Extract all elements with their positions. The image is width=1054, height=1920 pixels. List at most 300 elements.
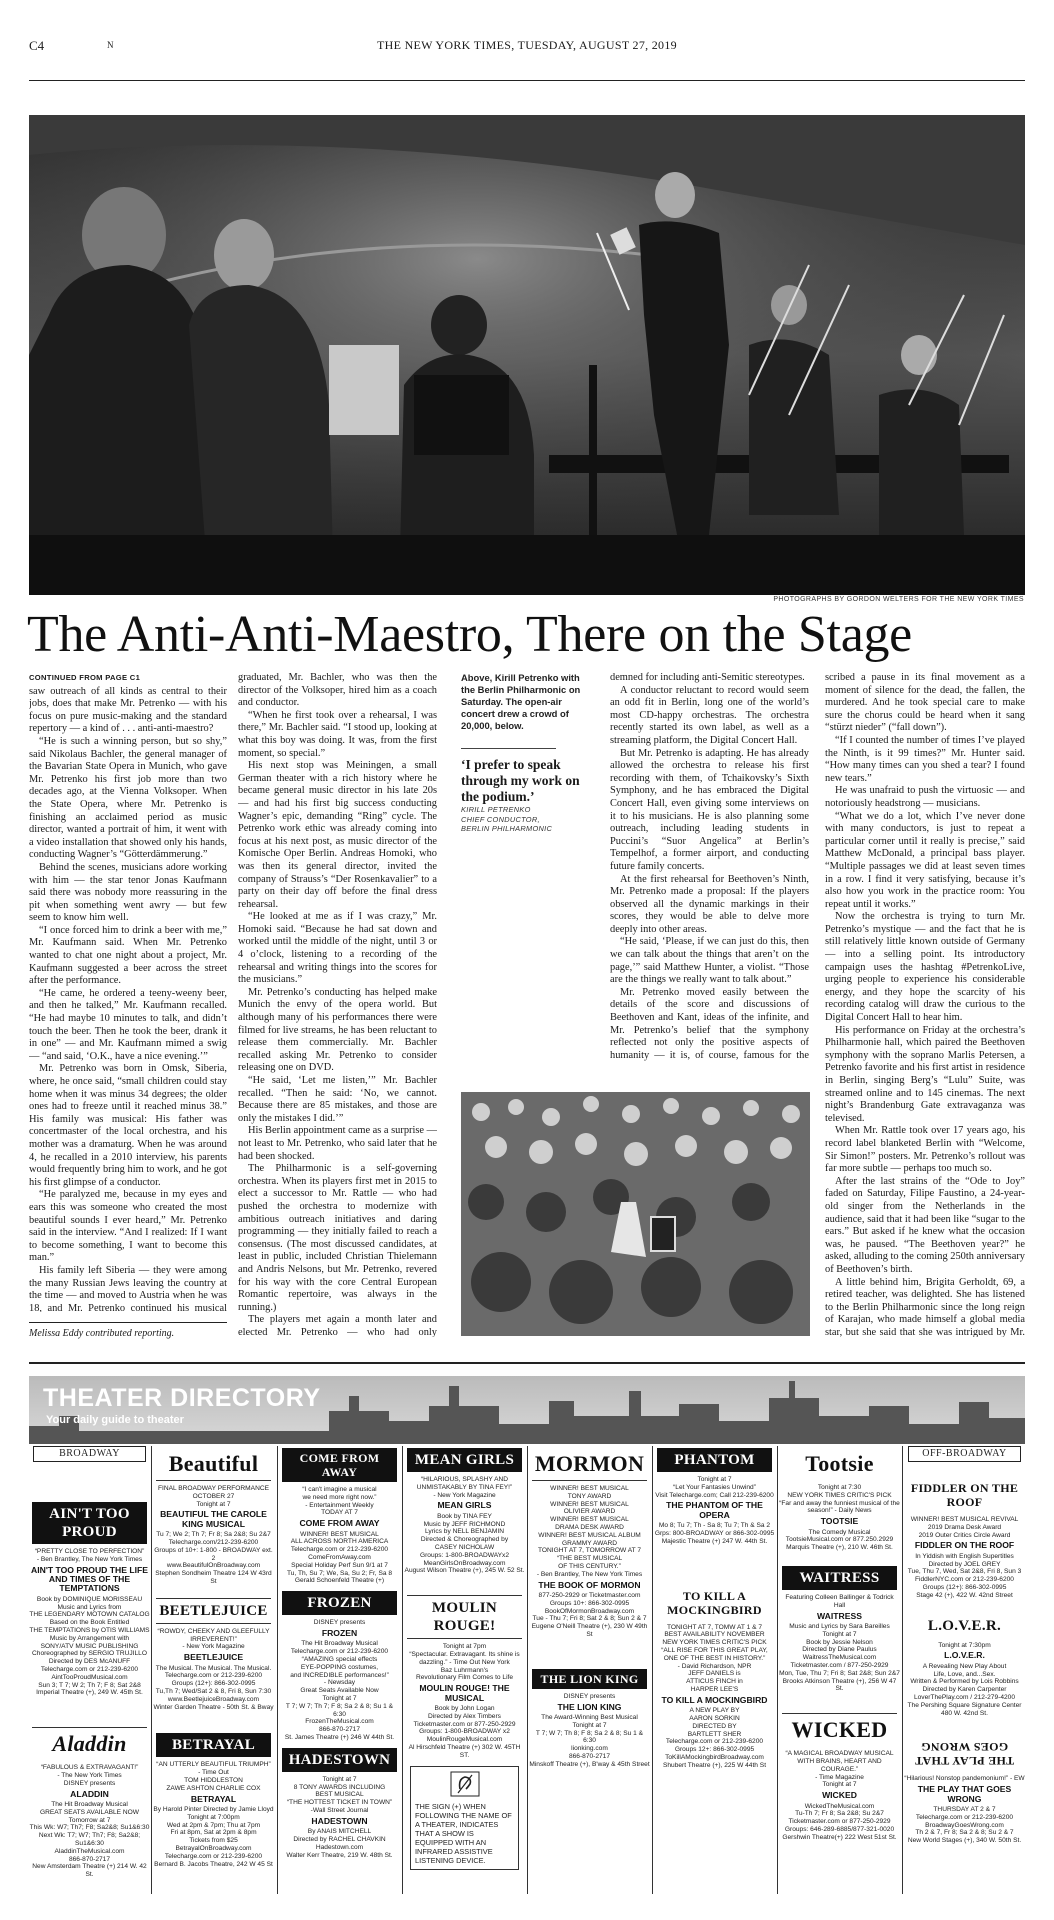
- presenter: DISNEY presents: [563, 1692, 616, 1700]
- detail: TONIGHT AT 7, TOMW AT 1 & 7: [666, 1623, 763, 1631]
- directory-title: THEATER DIRECTORY: [43, 1384, 321, 1412]
- detail: THE TEMPTATIONS by OTIS WILLIAMS: [29, 1627, 150, 1634]
- detail: Groups: 646-289-6885/877-321-0020: [784, 1825, 895, 1833]
- listing-aladdin[interactable]: [29, 1727, 150, 1879]
- logo-moulin-rouge: MOULIN ROUGE!: [407, 1595, 522, 1639]
- logo-mockingbird: TO KILL A MOCKINGBIRD: [657, 1586, 772, 1620]
- show-title: THE PHANTOM OF THE OPERA: [666, 1500, 763, 1520]
- article-headline: The Anti-Anti-Maestro, There on the Stage: [27, 606, 912, 663]
- quote: “AN UTTERLY BEAUTIFUL TRIUMPH”: [156, 1761, 271, 1769]
- logo-lover: L.O.V.E.R.: [907, 1614, 1022, 1638]
- detail: Tu 7; We 2; Th 7; Fr 8; Sa 2&8; Su 2&7: [156, 1531, 271, 1539]
- detail: Groups of 10+: 1-800 - BROADWAY ext. 2: [154, 1546, 273, 1562]
- column-divider: [527, 1446, 528, 1894]
- paragraph: saw outreach of all kinds as central to their jobs, does that make Mr. Petrenko — with his focus on pure music-making and the standard repertory — a kind of . . . anti-anti-maestro?: [29, 685, 227, 735]
- show-title: MEAN GIRLS: [437, 1500, 492, 1511]
- show-title: BEETLEJUICE: [183, 1652, 244, 1663]
- quote: “PRETTY CLOSE TO PERFECTION”: [34, 1548, 145, 1555]
- paragraph: His performance on Friday at the orchestra’s Philharmonie hall, which paired the Beethoven symphony with the soprano Marlis Petersen, a Petrenko favorite and his first artist in residence in Berlin, singing Berg’s “Lulu” Suite, was streamed online and to 145 cinemas. The next night’s Brandenburg Gate extravaganza was televised.: [825, 1024, 1025, 1124]
- detail: Shubert Theatre (+), 225 W 44th St: [662, 1761, 767, 1769]
- listing-play-that-goes-wrong[interactable]: [904, 1737, 1025, 1845]
- detail: Telecharge.com or 212-239-6200: [40, 1665, 139, 1673]
- listing-waitress[interactable]: [779, 1566, 900, 1693]
- paragraph: Mr. Petrenko’s conducting has helped make Munich the envy of the opera world. But although many of his performances there were filmed for live streams, he has been reluctant to release them commercially. Mr. Bachler recalled asking Mr. Petrenko to consider releasing one on DVD.: [238, 986, 437, 1074]
- detail: Great Seats Available Now: [300, 1687, 379, 1695]
- detail: By Harold Pinter Directed by Jamie Lloyd: [153, 1805, 274, 1813]
- detail: Groups (12+): 866-302-0995: [922, 1583, 1007, 1591]
- detail: Brooks Atkinson Theatre (+), 256 W 47 St.: [782, 1677, 897, 1693]
- logo-come-from-away: COME FROM AWAY: [282, 1448, 397, 1482]
- detail: Lyrics by NELL BENJAMIN: [424, 1528, 505, 1536]
- section-off-broadway: OFF-BROADWAY: [908, 1446, 1021, 1462]
- detail: T 7; W 7; Th 7; F 8; Sa 2 & 8; Su 1 & 6:30: [285, 1702, 394, 1718]
- detail: AladdinTheMusical.com: [54, 1847, 125, 1855]
- detail: BEST MUSICAL: [315, 1791, 364, 1799]
- detail: Groups 12+: 866-302-0995: [674, 1746, 755, 1754]
- page-header: [29, 38, 1025, 58]
- detail: Featuring Colleen Ballinger & Todrick Hall: [785, 1593, 894, 1609]
- detail: Telecharge.com or 212-239-6200: [665, 1738, 764, 1746]
- pull-attr-name: KIRILL PETRENKO: [461, 805, 531, 814]
- show-title: WICKED: [822, 1790, 857, 1801]
- detail: Music and Lyrics from: [57, 1603, 122, 1611]
- show-title: TOOTSIE: [820, 1516, 859, 1527]
- detail: TODAY AT 7: [321, 1509, 358, 1517]
- presenter: DISNEY presents: [313, 1619, 366, 1627]
- quote: “FABULOUS & EXTRAVAGANT!”: [40, 1764, 139, 1772]
- detail: Tonight at 7:30pm: [938, 1641, 991, 1649]
- assistive-listening-icon: [415, 1771, 514, 1799]
- detail: Groups (12+): 866-302-0995: [171, 1680, 256, 1688]
- detail: By ANAIS MITCHELL: [307, 1828, 372, 1836]
- logo-betrayal: BETRAYAL: [156, 1733, 271, 1757]
- detail: WaitressTheMusical.com: [802, 1654, 877, 1662]
- crowd-photo-illustration: [461, 1092, 810, 1336]
- show-title: HADESTOWN: [311, 1815, 368, 1826]
- directory-column-2: [153, 1446, 274, 1894]
- detail: Tonight at 7: [196, 1500, 231, 1508]
- detail: Book by DOMINIQUE MORISSEAU: [36, 1595, 143, 1603]
- detail: T 7; W 7; Th 8; F 8; Sa 2 & 8; Su 1 & 6:30: [535, 1729, 644, 1745]
- quote: “Hilarious! Nonstop pandemonium!” - EW: [904, 1775, 1025, 1783]
- pull-attr-org: BERLIN PHILHARMONIC: [461, 824, 553, 833]
- paragraph: The players met again a month later and elected Mr. Petrenko — who had only: [238, 1314, 437, 1337]
- award: WINNER! BEST MUSICAL: [550, 1516, 629, 1524]
- detail: Hadestown.com: [315, 1843, 364, 1851]
- section-broadway: BROADWAY: [33, 1446, 146, 1462]
- show-title: FROZEN: [321, 1627, 358, 1638]
- detail: BARTLETT SHER: [687, 1730, 742, 1738]
- detail: Tonight at 7: [322, 1694, 357, 1702]
- listing-betrayal[interactable]: [153, 1733, 274, 1868]
- award: GRAMMY AWARD: [561, 1539, 618, 1547]
- listing-frozen[interactable]: [279, 1591, 400, 1742]
- article-column-2: [238, 672, 437, 1337]
- detail: 480 W. 42nd St.: [941, 1709, 988, 1717]
- quote-source: - New York Magazine: [433, 1491, 496, 1499]
- detail: The Musical. The Musical. The Musical.: [155, 1664, 272, 1672]
- detail: Eugene O'Neill Theatre (+), 230 W 49th St: [531, 1623, 648, 1638]
- paragraph: “If I counted the number of times I’ve played the Ninth, is it 99 times?” Mr. Hunter said. “How many times can you shed a tear? I found new tears.”: [825, 734, 1025, 784]
- paragraph: “He paralyzed me, because in my eyes and ears this was someone who created the most beautiful sounds I ever heard,” Mr. Petrenko said in the interview. “And I realized: If I want to become something, I want to become this man.”: [29, 1189, 227, 1264]
- award: TONY AWARD: [567, 1492, 612, 1500]
- listing-phantom[interactable]: [654, 1448, 775, 1546]
- detail: Stage 42 (+), 422 W. 42nd Street: [916, 1591, 1013, 1599]
- detail: Tonight at 7: [322, 1775, 357, 1783]
- article-column-5: [825, 672, 1025, 1337]
- detail: 866-870-2717: [568, 1752, 611, 1760]
- detail: Groups: 1-800-BROADWAYx2: [419, 1551, 510, 1559]
- directory-column-7: [779, 1446, 900, 1894]
- directory-column-8: [904, 1446, 1025, 1894]
- detail: www.BeautifulOnBroadway.com: [166, 1562, 261, 1570]
- logo-beetlejuice: BEETLEJUICE: [156, 1598, 271, 1624]
- detail: Ticketmaster.com / 877-250-2929: [790, 1661, 889, 1669]
- quote: “Far and away the funniest musical of the: [779, 1499, 900, 1507]
- column-divider: [402, 1446, 403, 1894]
- award: WINNER! BEST MUSICAL REVIVAL: [910, 1516, 1019, 1523]
- detail: Tonight at 7: [822, 1781, 857, 1789]
- paragraph: “When he first took over a rehearsal, I was there,” Mr. Bachler said. “I stood up, looking at what this boy was doing. It was, from the first moment, so special.”: [238, 709, 437, 759]
- logo-fiddler: FIDDLER ON THE ROOF: [907, 1478, 1022, 1512]
- directory-column-3: [279, 1446, 400, 1894]
- detail: OCTOBER 27: [192, 1492, 235, 1500]
- quote: UNMISTAKABLY BY TINA FEY!”: [416, 1483, 513, 1491]
- directory-subtitle: Your daily guide to theater: [46, 1414, 184, 1426]
- detail: Directed by JOEL GREY: [928, 1560, 1001, 1568]
- show-title: WAITRESS: [817, 1610, 862, 1621]
- detail: A Revealing New Play About: [922, 1662, 1007, 1670]
- detail: Tickets from $25: [189, 1837, 238, 1845]
- listing-come-from-away[interactable]: [279, 1448, 400, 1585]
- paragraph: “I once forced him to drink a beer with me,” Mr. Kaufmann said. When Mr. Petrenko wanted to chat one night about a project, Mr. Kaufmann suggested a beer across the street after the performance.: [29, 924, 227, 987]
- page-number: C4: [29, 38, 45, 53]
- detail: FiddlerNYC.com or 212-239-6200: [915, 1576, 1014, 1584]
- paragraph: scribed a pause in its final movement as a moment of silence for the dead, the fallen, the murdered. And he took special care to make sure the chorus could be heard when it sang “stürzt nieder” (“fall down”).: [825, 672, 1025, 734]
- paragraph: “He looked at me as if I was crazy,” Mr. Homoki said. “Because he had sat down and worked until the middle of the night, until 3 or 4 o’clock, listening to a recording of the rehearsal and writing things into the scores for the musicians.”: [238, 911, 437, 986]
- detail: Visit Telecharge.com; Call 212-239-6200: [655, 1491, 774, 1499]
- detail: AintTooProudMusical.com: [51, 1673, 128, 1681]
- show-title: THE BOOK OF MORMON: [538, 1579, 641, 1590]
- logo-mormon: MORMON: [532, 1448, 647, 1481]
- logo-lion-king: THE LION KING: [532, 1669, 647, 1689]
- detail: Wed at 2pm & 7pm; Thu at 7pm: [166, 1821, 261, 1829]
- crowd-photo: [461, 1092, 810, 1336]
- listing-wicked[interactable]: [779, 1713, 900, 1841]
- paragraph: He was unafraid to push the virtuosic — and notoriously headstrong — musicians.: [825, 785, 1025, 809]
- award: 2019 Drama Desk Award: [927, 1523, 1002, 1531]
- detail: Tonight at 7: [697, 1476, 732, 1483]
- detail: Tue, Thu 7, Wed, Sat 2&8, Fri 8, Sun 3: [907, 1568, 1022, 1576]
- detail: ALL ACROSS NORTH AMERICA: [290, 1538, 389, 1546]
- paragraph: His family left Siberia — they were among the many Russian Jews leaving the country at the time — and moved to Austria when he was 18, and Mr. Petrenko continued his musical: [29, 1264, 227, 1312]
- detail: Bernard B. Jacobs Theatre, 242 W 45 St: [154, 1860, 273, 1868]
- detail: DIRECTED BY: [692, 1722, 737, 1730]
- detail: Telecharge.com or 212-239-6200: [915, 1813, 1014, 1821]
- detail: Th 2 & 7, Fr 8; Sa 2 & 8; Su 2 & 7: [915, 1829, 1014, 1837]
- listing-to-kill-a-mockingbird[interactable]: [654, 1586, 775, 1770]
- detail: Next Wk: T7; W7; Th7; F8; Sa2&8; Su1&6:30: [38, 1832, 141, 1847]
- detail: Tonight at 7:00pm: [187, 1813, 240, 1821]
- paragraph: “He said, ‘Please, if we can just do this, then we can talk about the things that aren’t on the page,’” said Matthew Hunter, a violist. “Those are the things we really want to talk about.”: [610, 936, 809, 986]
- detail: Telecharge.com or 212-239-6200: [290, 1546, 389, 1554]
- logo-mean-girls: MEAN GIRLS: [407, 1448, 522, 1472]
- detail: CASEY NICHOLAW: [434, 1543, 495, 1551]
- quote-source: - Time Out: [198, 1769, 229, 1777]
- detail: lionking.com: [571, 1745, 608, 1753]
- paragraph: demned for including anti-Semitic stereotypes.: [610, 672, 805, 683]
- detail: In Yiddish with English Supertitles: [915, 1552, 1014, 1560]
- edition-mark: N: [107, 40, 114, 50]
- column-divider: [777, 1446, 778, 1894]
- logo-waitress: WAITRESS: [782, 1566, 897, 1590]
- detail: SONY/ATV MUSIC PUBLISHING: [40, 1642, 139, 1650]
- detail: Telecharge.com or 212-239-6200: [290, 1648, 389, 1656]
- detail: Tu-Th 7; Fr 8; Sa 2&8; Su 2&7: [795, 1810, 884, 1818]
- quote: WITH BRAINS, HEART AND COURAGE.”: [797, 1757, 882, 1773]
- detail: Tonight at 7: [572, 1721, 607, 1729]
- detail: Written & Performed by Lois Robbins: [910, 1678, 1019, 1686]
- detail: Life, Love, and...Sex.: [933, 1670, 996, 1678]
- detail: Mon, Tue, Thu 7; Fri 8; Sat 2&8; Sun 2&7: [779, 1669, 900, 1677]
- award: OLIVIER AWARD: [563, 1508, 616, 1516]
- detail: Revolutionary Film Comes to Life: [415, 1674, 514, 1682]
- column-divider: [652, 1446, 653, 1894]
- paragraph: Mr. Petrenko was born in Omsk, Siberia, where, he once said, “small children could stay home when it was minus 34 degrees; the older ones had to freeze until it reached minus 38.” His family was musical: His father was concertmaster of the local orchestra, and his mother was a dramaturg. When he was around 4, he recalled in a 2010 interview, his parents would frequently bring him to work, and he got his first glimpse of a conductor.: [29, 1063, 227, 1188]
- detail: St. James Theatre (+) 246 W 44th St.: [284, 1733, 395, 1741]
- header-rule: [29, 80, 1025, 81]
- listing-beautiful[interactable]: [153, 1448, 274, 1586]
- detail: - Newsday: [323, 1679, 356, 1687]
- detail: BookOfMormonBroadway.com: [544, 1607, 635, 1615]
- presenter: DISNEY presents: [63, 1779, 116, 1787]
- detail: Tomorrow at 7: [68, 1816, 111, 1824]
- detail: and INCREDIBLE performances!”: [290, 1671, 389, 1679]
- detail: ComeFromAway.com: [308, 1553, 371, 1561]
- paragraph: “He came, he ordered a teeny-weeny beer, and then he talked,” Mr. Kaufmann recalled. “He had maybe 10 minutes to talk, and didn’t touch the beer. Then he took the beer, drank it in one” — and Mr. Kaufmann mimed a swig — “and said, ‘O.K., have a nice evening.’”: [29, 987, 227, 1062]
- detail: Directed by Diane Paulus: [802, 1646, 877, 1654]
- show-title: THE LION KING: [557, 1701, 622, 1712]
- listing-beetlejuice[interactable]: [153, 1598, 274, 1712]
- logo-hadestown: HADESTOWN: [282, 1748, 397, 1772]
- article-column-4: [610, 672, 809, 1062]
- continued-from: CONTINUED FROM PAGE C1: [29, 673, 141, 682]
- pullquote-rule: [461, 748, 556, 749]
- detail: Groups: 1-800-BROADWAY x2: [419, 1728, 510, 1736]
- detail: JEFF DANIELS is: [688, 1670, 741, 1678]
- detail: Tonight at 7: [822, 1630, 857, 1638]
- detail: Book by Jessie Nelson: [806, 1638, 873, 1646]
- paragraph: But Mr. Petrenko is adapting. He has already allowed the orchestra to release his first recording with them, of Tchaikovsky’s Sixth Symphony, and he has embraced the Digital Concert Hall, even giving some interviews on it to his musicians. He is also planning some outreach, including leading students in Puccini’s “Suor Angelica” at Berlin’s Tempelhof, a former airport, and conducting future family concerts.: [610, 747, 809, 872]
- photo-caption: Above, Kirill Petrenko with the Berlin Philharmonic on Saturday. The open-air concert drew a crowd of 20,000, below.: [461, 672, 581, 731]
- detail: Stephen Sondheim Theatre 124 W 43rd St: [155, 1570, 272, 1585]
- listing-book-of-mormon[interactable]: [529, 1448, 650, 1639]
- show-title: L.O.V.E.R.: [944, 1650, 985, 1661]
- show-title: TO KILL A MOCKINGBIRD: [661, 1694, 768, 1705]
- column-divider: [902, 1446, 903, 1894]
- logo-wicked: WICKED: [782, 1713, 897, 1746]
- detail: Book by John Logan: [434, 1704, 495, 1712]
- pull-quote-attribution: [461, 805, 586, 834]
- detail: TONIGHT AT 7, TOMORROW AT 7: [537, 1547, 642, 1555]
- listing-hadestown[interactable]: [279, 1748, 400, 1860]
- detail: Music by Arrangement with: [49, 1634, 130, 1642]
- detail: Telecharge.com/212-239-6200: [168, 1539, 259, 1546]
- photo-credit: PHOTOGRAPHS BY GORDON WELTERS FOR THE NEW YORK TIMES: [773, 596, 1024, 603]
- detail: www.BeetlejuiceBroadway.com: [167, 1695, 260, 1703]
- listing-aint-too-proud[interactable]: [29, 1502, 150, 1697]
- detail: Directed by Karen Carpenter: [922, 1686, 1007, 1694]
- paragraph: “What we do a lot, which I’ve never done with many conductors, is just to repeat a particular corner until it really is precise,” said Matthew McDonald, a principal bass player. “Multiple passages we did at least seven times in a row. I find it very satisfying, because it’s also how you work in the practice room: You repeat until it works.”: [825, 810, 1025, 910]
- quote: ONE OF THE BEST IN HISTORY.”: [663, 1654, 766, 1662]
- listing-fiddler[interactable]: [904, 1478, 1025, 1600]
- quote: “A MAGICAL BROADWAY MUSICAL: [785, 1750, 894, 1758]
- detail: August Wilson Theatre (+), 245 W. 52 St.: [404, 1567, 525, 1575]
- detail: Tu, Th, Su 7; We, Sa, Su 2; Fr, Sa 8: [286, 1569, 393, 1577]
- paragraph: At the first rehearsal for Beethoven’s Ninth, Mr. Petrenko made a proposal: If the players observed all the dynamic markings in their scores, they would be able to delve more deeply into other areas.: [610, 873, 809, 935]
- detail: Grps: 800-BROADWAY or 866-302-0995: [654, 1530, 775, 1537]
- detail: Fri at 8pm, Sat at 2pm & 8pm: [170, 1829, 257, 1837]
- detail: The Award-Winning Best Musical: [541, 1713, 638, 1721]
- logo-frozen: FROZEN: [282, 1591, 397, 1615]
- quote: “Spectacular. Extravagant. Its shine is: [409, 1650, 520, 1658]
- detail: The Pershing Square Signature Center: [907, 1701, 1022, 1709]
- paragraph: “He said, ‘Let me listen,’” Mr. Bachler recalled. “Then he said: ‘No, we cannot. Because there are 85 mistakes, and those are only the mistakes I did.’”: [238, 1075, 437, 1124]
- listing-mean-girls[interactable]: [404, 1448, 525, 1575]
- orchestra-photo: [29, 115, 1025, 595]
- detail: The Hit Broadway Musical: [51, 1800, 128, 1808]
- paragraph: The Philharmonic is a self-governing orchestra. When its players first met in 2015 to elect a successor to Mr. Rattle — who had pushed the orchestra to modernize with ambitious outreach initiatives and daring programming — they initially failed to reach a consensus. (The most discussed candidates, at least in public, included Christian Thielemann and Andris Nelsons, but Mr. Petrenko, revered for his way with the core Central European Romantic repertoire, was always in the running.): [238, 1163, 437, 1313]
- detail: ToKillAMockingbirdBroadway.com: [665, 1753, 764, 1761]
- quote-source: - Ben Brantley, The New York Times: [536, 1570, 643, 1578]
- paragraph: After the last strains of the “Ode to Joy” faded on Saturday, Filipe Faustino, a 24-year-old singer from the Netherlands in the audience, said that it had been like “sugar to the ears.” But asked if he knew what the occasion was, he paused. “The Beethoven year?” he asked, alluding to the coming 250th anniversary of Beethoven’s birth.: [825, 1175, 1025, 1275]
- detail: Mo 8; Tu 7; Th - Sa 8; Tu 7; Th & Sa 2: [658, 1522, 771, 1530]
- listing-tootsie[interactable]: [779, 1448, 900, 1552]
- detail: Tonight at 7pm: [442, 1643, 487, 1651]
- detail: THE LEGENDARY MOTOWN CATALOG: [29, 1611, 150, 1619]
- cast: TOM HIDDLESTON: [184, 1776, 243, 1784]
- detail: Based on the Book Entitled: [49, 1619, 130, 1627]
- detail: A NEW PLAY BY: [689, 1707, 740, 1715]
- detail: Telecharge.com or 212-239-6200: [164, 1672, 263, 1680]
- quote-source: season!” - Daily News: [807, 1507, 872, 1515]
- detail: MeanGirlsOnBroadway.com: [423, 1559, 506, 1567]
- award: WINNER! BEST MUSICAL: [550, 1500, 629, 1508]
- quote: “THE HOTTEST TICKET IN TOWN”: [286, 1799, 393, 1807]
- detail: Sun 3; T 7; W 2; Th 7; F 8; Sat 2&8: [38, 1681, 141, 1689]
- logo-phantom: PHANTOM: [657, 1448, 772, 1472]
- logo-play-goes-wrong: THE PLAY THAT GOES WRONG: [907, 1737, 1022, 1771]
- column-divider: [151, 1446, 152, 1894]
- quote: “I can't imagine a musical: [302, 1486, 377, 1493]
- directory-rule: [29, 1362, 1025, 1364]
- detail: Directed by DES McANUFF: [48, 1658, 131, 1666]
- quote-source: - New York Magazine: [182, 1643, 245, 1651]
- detail: Gershwin Theatre(+) 222 West 51st St.: [782, 1833, 897, 1841]
- detail: Winter Garden Theatre - 50th St. & Bway: [153, 1703, 274, 1711]
- paragraph: Behind the scenes, musicians adore working with him — the star tenor Jonas Kaufmann said there was nobody more reassuring in the pit when something went awry — but few seem to know him well.: [29, 861, 227, 924]
- detail: “AMAZING special effects: [301, 1655, 378, 1663]
- show-title: ALADDIN: [70, 1788, 109, 1799]
- detail: BetrayalOnBroadway.com: [175, 1844, 252, 1852]
- detail: Majestic Theatre (+) 247 W. 44th St.: [661, 1537, 768, 1545]
- show-title: BETRAYAL: [190, 1793, 237, 1804]
- detail: NEW YORK TIMES CRITIC'S PICK: [662, 1639, 767, 1647]
- detail: Directed by Alex Timbers: [428, 1712, 501, 1720]
- detail: Special Holiday Perf Sun 9/1 at 7: [291, 1561, 388, 1569]
- detail: Tue - Thu 7; Fri 8; Sat 2 & 8; Sun 2 & 7: [532, 1615, 647, 1623]
- detail: Groups 10+: 866-302-0995: [549, 1599, 630, 1607]
- detail: WickedTheMusical.com: [804, 1802, 875, 1810]
- paragraph: Mr. Petrenko moved easily between the details of the score and discussions of Beethoven and Kant, ideas of the infinite, and Mr. Petrenko’s belief that the symphony reflected not only the positive aspects of humanity — it is, of course, famous for the: [610, 986, 809, 1061]
- logo-beautiful: Beautiful: [156, 1448, 271, 1481]
- show-title: FIDDLER ON THE ROOF: [914, 1540, 1015, 1551]
- detail: Imperial Theatre (+), 249 W. 45th St.: [36, 1689, 143, 1697]
- directory-column-4: [404, 1446, 525, 1894]
- detail: WINNER! BEST MUSICAL: [300, 1530, 379, 1538]
- show-title: AIN'T TOO PROUD THE LIFE AND TIMES OF THE TEMPTATIONS: [31, 1564, 148, 1594]
- detail: Baz Luhrmann's: [440, 1666, 489, 1674]
- detail: 866-870-2717: [68, 1855, 111, 1863]
- assistive-listening-text: THE SIGN (+) WHEN FOLLOWING THE NAME OF A THEATER, INDICATES THAT A SHOW IS EQUIPPED WITH AN INFRARED ASSISTIVE LISTENING DEVICE.: [415, 1801, 512, 1865]
- paragraph: graduated, Mr. Bachler, who was then the director of the Volksoper, hired him as a coach and conductor.: [238, 672, 437, 709]
- award: WINNER! BEST MUSICAL: [550, 1485, 629, 1492]
- quote: dazzling.” - Time Out New York: [419, 1658, 510, 1666]
- detail: ATTICUS FINCH in: [686, 1678, 743, 1686]
- directory-column-6: [654, 1446, 775, 1894]
- detail: HARPER LEE'S: [690, 1685, 739, 1693]
- paragraph: When Mr. Rattle took over 17 years ago, his record label blanketed Berlin with “Welcome, Sir Simon!” posters. Mr. Petrenko’s rollout was far more subtle — perhaps too much so.: [825, 1125, 1025, 1175]
- quote: “ALL RISE FOR THIS GREAT PLAY,: [661, 1646, 768, 1654]
- paragraph: “He is such a winning person, but so shy,” said Nikolaus Bachler, the general manager of the Bavarian State Opera in Munich, who gave Mr. Petrenko his first job more than two decades ago, at the Vienna Volksoper. When the State Opera, where Mr. Petrenko is finishing an acclaimed period as music director, wanted a portrait of him, it went with a video installation that showed only his hands, conducting Wagner’s “Götterdämmerung.”: [29, 735, 227, 861]
- quote-source: - The New York Times: [57, 1771, 122, 1779]
- masthead-dateline: THE NEW YORK TIMES, TUESDAY, AUGUST 27, 2019: [377, 38, 677, 52]
- detail: EYE-POPPING costumes,: [300, 1663, 379, 1671]
- award: WINNER! BEST MUSICAL ALBUM: [538, 1531, 641, 1539]
- detail: NEW YORK TIMES CRITIC'S PICK: [787, 1491, 892, 1499]
- detail: Directed by RACHEL CHAVKIN: [293, 1835, 386, 1843]
- detail: BroadwayGoesWrong.com: [925, 1821, 1004, 1829]
- article-column-1: [29, 672, 227, 1312]
- pull-quote: ‘I prefer to speak through my work on the podium.’: [461, 757, 580, 804]
- logo-aint-too-proud: AIN'T TOO PROUD: [32, 1502, 147, 1544]
- show-title: MOULIN ROUGE! THE MUSICAL: [419, 1683, 510, 1703]
- detail: The Comedy Musical: [808, 1528, 871, 1536]
- listing-lion-king[interactable]: [529, 1669, 650, 1769]
- listing-moulin-rouge[interactable]: [404, 1595, 525, 1759]
- quote-source: -Wall Street Journal: [310, 1806, 369, 1814]
- detail: This Wk: W7; Th7; F8; Sa2&8; Su1&6:30: [29, 1824, 150, 1832]
- detail: Tonight at 7:30: [817, 1484, 862, 1491]
- contributed-reporting: Melissa Eddy contributed reporting.: [29, 1328, 175, 1339]
- contrib-rule: [29, 1322, 227, 1323]
- detail: Al Hirschfeld Theatre (+) 302 W. 45TH ST.: [408, 1743, 521, 1759]
- detail: New World Stages (+), 340 W. 50th St.: [907, 1837, 1022, 1845]
- detail: FINAL BROADWAY PERFORMANCE: [157, 1485, 269, 1492]
- detail: Book by TINA FEY: [437, 1512, 492, 1520]
- quote: “ROWDY, CHEEKY AND GLEEFULLY IRREVERENT!”: [157, 1627, 270, 1643]
- detail: THURSDAY AT 2 & 7: [933, 1805, 996, 1813]
- directory-column-1: [29, 1446, 150, 1894]
- quote-source: - Time Magazine: [815, 1773, 864, 1781]
- listing-lover[interactable]: [904, 1614, 1025, 1718]
- detail: 866-870-2717: [318, 1726, 361, 1734]
- quote-source: - David Richardson, NPR: [677, 1662, 752, 1670]
- detail: Choreographed by SERGIO TRUJILLO: [32, 1650, 147, 1658]
- detail: MoulinRougeMusical.com: [426, 1736, 503, 1744]
- quote: “HILARIOUS, SPLASHY AND: [420, 1476, 509, 1483]
- directory-column-5: [529, 1446, 650, 1894]
